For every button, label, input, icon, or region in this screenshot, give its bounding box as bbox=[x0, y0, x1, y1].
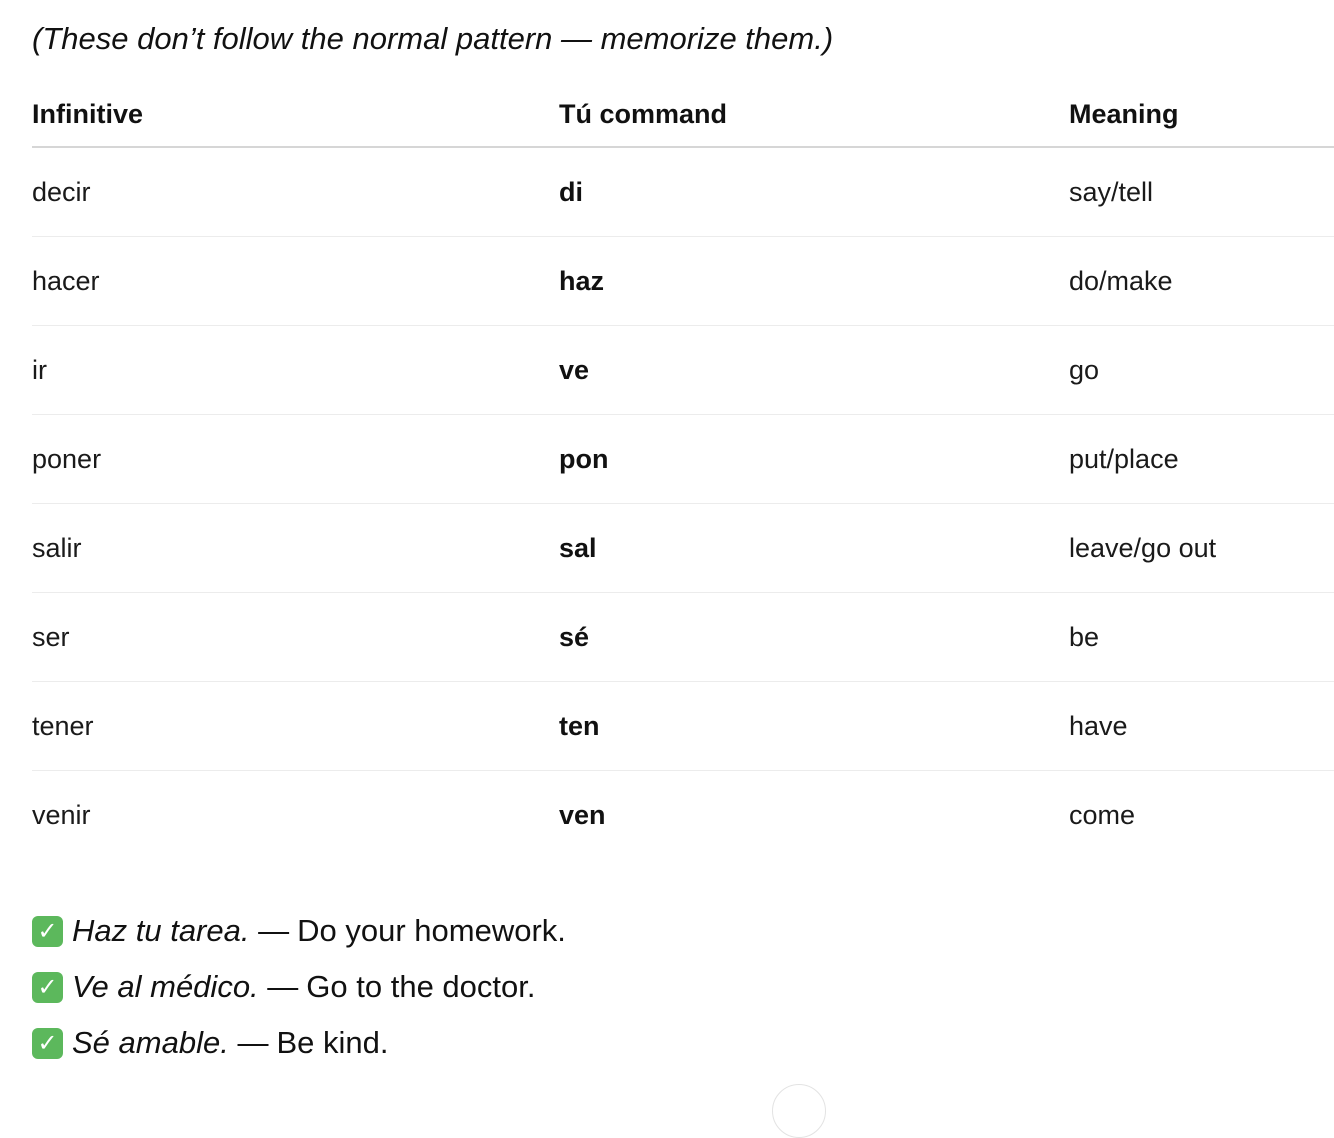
cell-meaning: be bbox=[1069, 593, 1334, 682]
header-meaning: Meaning bbox=[1069, 82, 1334, 147]
example-english: Do your homework. bbox=[297, 913, 566, 948]
cell-infinitive: ser bbox=[32, 593, 559, 682]
example-item bbox=[32, 903, 1334, 959]
cell-command: ve bbox=[559, 326, 1069, 415]
example-list bbox=[32, 903, 1334, 1071]
example-spanish: Sé amable. bbox=[72, 1025, 229, 1060]
table-header-row bbox=[32, 82, 1334, 147]
message-content bbox=[32, 0, 1334, 1071]
check-mark-icon: ✓ bbox=[32, 916, 63, 947]
table-row bbox=[32, 147, 1334, 237]
table-row bbox=[32, 682, 1334, 771]
cell-command: ten bbox=[559, 682, 1069, 771]
cell-command: pon bbox=[559, 415, 1069, 504]
table-row bbox=[32, 326, 1334, 415]
example-item bbox=[32, 1015, 1334, 1071]
example-english: Be kind. bbox=[276, 1025, 389, 1060]
example-item bbox=[32, 959, 1334, 1015]
cell-meaning: come bbox=[1069, 799, 1136, 830]
cell-infinitive: decir bbox=[32, 147, 559, 237]
example-separator: — bbox=[237, 1025, 269, 1060]
cell-meaning: go bbox=[1069, 326, 1334, 415]
header-infinitive: Infinitive bbox=[32, 82, 559, 147]
example-english: Go to the doctor. bbox=[306, 969, 536, 1004]
table-row bbox=[32, 504, 1334, 593]
cell-command: sé bbox=[559, 593, 1069, 682]
cell-infinitive: tener bbox=[32, 682, 559, 771]
scroll-to-bottom-button[interactable] bbox=[772, 1084, 826, 1138]
table-row bbox=[32, 237, 1334, 326]
example-spanish: Haz tu tarea. bbox=[72, 913, 250, 948]
cell-infinitive: hacer bbox=[32, 237, 559, 326]
cell-command: ven bbox=[559, 799, 606, 830]
example-separator: — bbox=[258, 913, 290, 948]
cell-meaning: do/make bbox=[1069, 237, 1334, 326]
check-mark-icon: ✓ bbox=[32, 972, 63, 1003]
table-row bbox=[32, 415, 1334, 504]
example-separator: — bbox=[267, 969, 299, 1004]
check-mark-icon: ✓ bbox=[32, 1028, 63, 1059]
irregular-commands-table bbox=[32, 82, 1334, 859]
cell-command: di bbox=[559, 147, 1069, 237]
cell-command: haz bbox=[559, 237, 1069, 326]
cell-command: sal bbox=[559, 504, 1069, 593]
cell-meaning: say/tell bbox=[1069, 147, 1334, 237]
cell-meaning: have bbox=[1069, 682, 1334, 771]
table-row bbox=[32, 771, 1334, 860]
cell-infinitive: ir bbox=[32, 326, 559, 415]
cell-infinitive: venir bbox=[32, 799, 91, 830]
header-tu-command: Tú command bbox=[559, 82, 1069, 147]
cell-infinitive: poner bbox=[32, 415, 559, 504]
cell-meaning: leave/go out bbox=[1069, 504, 1334, 593]
intro-note: (These don’t follow the normal pattern — memorize them.) bbox=[32, 21, 834, 56]
table-row bbox=[32, 593, 1334, 682]
cell-infinitive: salir bbox=[32, 504, 559, 593]
example-spanish: Ve al médico. bbox=[72, 969, 259, 1004]
cell-meaning: put/place bbox=[1069, 415, 1334, 504]
